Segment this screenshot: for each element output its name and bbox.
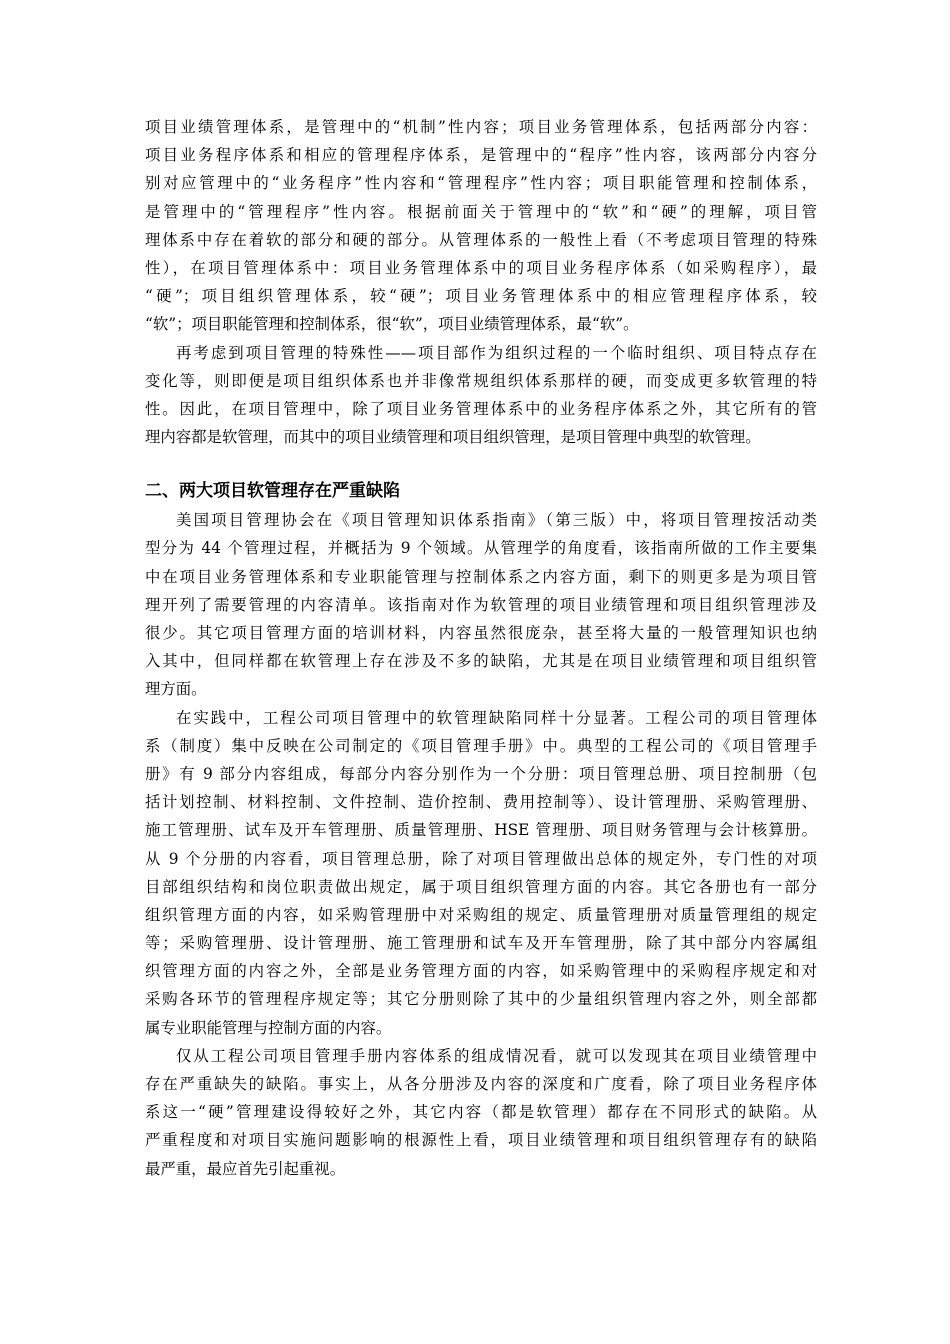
text-line: 理开列了需要管理的内容清单。该指南对作为软管理的项目业绩管理和项目组织管理涉及 (145, 595, 817, 614)
paragraph (145, 339, 817, 452)
text-line: 仅从工程公司项目管理手册内容体系的组成情况看，就可以发现其在项目业绩管理中 (176, 1046, 817, 1065)
text-line: 项目业务程序体系和相应的管理程序体系，是管理中的“程序”性内容，该两部分内容分 (145, 146, 817, 165)
text-line: 理内容都是软管理，而其中的项目业绩管理和项目组织管理，是项目管理中典型的软管理。 (145, 428, 761, 447)
text-line: 等；采购管理册、设计管理册、施工管理册和试车及开车管理册，除了其中部分内容属组 (145, 934, 817, 953)
text-line: 在实践中，工程公司项目管理中的软管理缺陷同样十分显著。工程公司的项目管理体 (176, 708, 817, 727)
text-line: 最严重，最应首先引起重视。 (145, 1159, 346, 1178)
document-page (145, 113, 817, 1183)
text-line: 括计划控制、材料控制、文件控制、造价控制、费用控制等）、设计管理册、采购管理册、 (145, 793, 817, 812)
text-line: 施工管理册、试车及开车管理册、质量管理册、HSE 管理册、项目财务管理与会计核算册。 (145, 821, 817, 840)
text-line: 理方面。 (145, 680, 207, 699)
text-line: 型分为 44 个管理过程，并概括为 9 个领域。从管理学的角度看，该指南所做的工作主要集 (145, 539, 817, 558)
paragraph (145, 1042, 817, 1183)
text-line: 采购各环节的管理程序规定等；其它分册则除了其中的少量组织管理内容之外，则全部都 (145, 990, 817, 1009)
text-line: 美国项目管理协会在《项目管理知识体系指南》（第三版）中，将项目管理按活动类 (176, 511, 817, 530)
text-line: 织管理方面的内容之外，全部是业务管理方面的内容，如采购管理中的采购程序规定和对 (145, 962, 817, 981)
text-line: 性），在项目管理体系中：项目业务管理体系中的项目业务程序体系（如采购程序），最 (145, 258, 817, 277)
text-line: 理体系中存在着软的部分和硬的部分。从管理体系的一般性上看（不考虑项目管理的特殊 (145, 230, 817, 249)
text-line: 从 9 个分册的内容看，项目管理总册，除了对项目管理做出总体的规定外，专门性的对项 (145, 849, 817, 868)
text-line: 册》有 9 部分内容组成，每部分内容分别作为一个分册：项目管理总册、项目控制册（包 (145, 764, 817, 783)
text-line: 变化等，则即便是项目组织体系也并非像常规组织体系那样的硬，而变成更多软管理的特 (145, 371, 817, 390)
text-line: “软”；项目职能管理和控制体系，很“软”，项目业绩管理体系，最“软”。 (145, 315, 639, 334)
paragraph (145, 704, 817, 1042)
text-line: 是管理中的“管理程序”性内容。根据前面关于管理中的“软”和“硬”的理解，项目管 (145, 202, 817, 221)
text-line: 严重程度和对项目实施问题影响的根源性上看，项目业绩管理和项目组织管理存有的缺陷 (145, 1131, 817, 1150)
text-line: “硬”；项目组织管理体系，较“硬”；项目业务管理体系中的相应管理程序体系，较 (145, 287, 817, 306)
text-line: 很少。其它项目管理方面的培训材料，内容虽然很庞杂，甚至将大量的一般管理知识也纳 (145, 624, 817, 642)
text-line: 性。因此，在项目管理中，除了项目业务管理体系中的业务程序体系之外，其它所有的管 (145, 399, 817, 418)
text-line: 项目业绩管理体系，是管理中的“机制”性内容；项目业务管理体系，包括两部分内容： (145, 118, 817, 136)
text-line: 系这一“硬”管理建设得较好之外，其它内容（都是软管理）都存在不同形式的缺陷。从 (145, 1103, 817, 1122)
text-line: 属专业职能管理与控制方面的内容。 (145, 1018, 392, 1037)
paragraph (145, 113, 817, 339)
text-line: 中在项目业务管理体系和专业职能管理与控制体系之内容方面，剩下的则更多是为项目管 (145, 567, 817, 586)
text-line: 目部组织结构和岗位职责做出规定，属于项目组织管理方面的内容。其它各册也有一部分 (145, 877, 817, 896)
text-line: 存在严重缺失的缺陷。事实上，从各分册涉及内容的深度和广度看，除了项目业务程序体 (145, 1075, 817, 1093)
text-line: 组织管理方面的内容，如采购管理册中对采购组的规定、质量管理册对质量管理组的规定 (145, 905, 817, 924)
text-line: 入其中，但同样都在软管理上存在涉及不多的缺陷，尤其是在项目业绩管理和项目组织管 (145, 652, 817, 671)
text-line: 系（制度）集中反映在公司制定的《项目管理手册》中。典型的工程公司的《项目管理手 (145, 736, 817, 755)
text-line: 别对应管理中的“业务程序”性内容和“管理程序”性内容；项目职能管理和控制体系， (145, 174, 817, 193)
paragraph (145, 506, 817, 703)
text-line: 再考虑到项目管理的特殊性——项目部作为组织过程的一个临时组织、项目特点存在 (176, 343, 817, 362)
section-heading: 二、两大项目软管理存在严重缺陷 (145, 481, 400, 502)
